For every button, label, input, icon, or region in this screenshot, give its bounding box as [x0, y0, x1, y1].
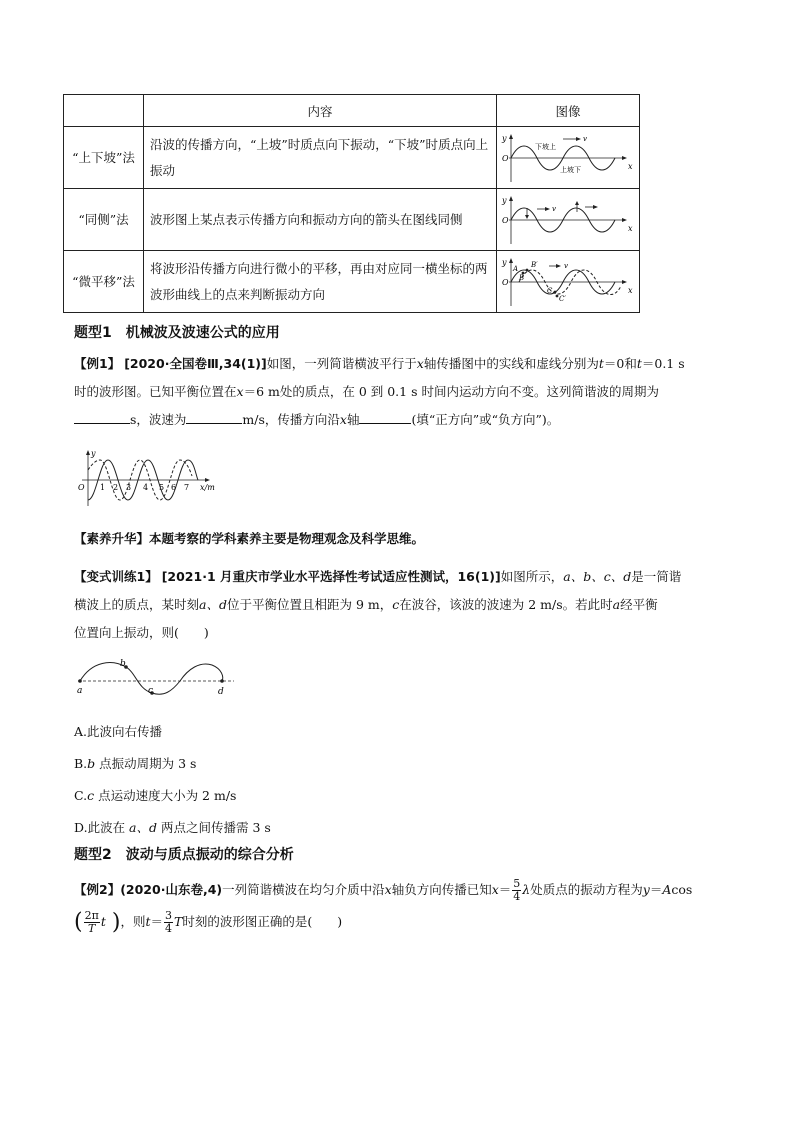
- graph-tick-6: 6: [171, 483, 177, 492]
- text-span: 横波上的质点，某时刻: [74, 597, 200, 612]
- fig-point-c-prime: C′: [559, 295, 566, 303]
- text-span: 处的质点，在 0 到 0.1 s 时间内运动方向不变。这列简谐波的周期为: [279, 384, 659, 399]
- text-span: 时的波形图。已知平衡位置在: [74, 384, 237, 399]
- var-a: a: [612, 597, 621, 612]
- header-blank: [64, 95, 144, 127]
- methods-table: [63, 94, 640, 313]
- section-title-1: 题型1 机械波及波速公式的应用: [74, 325, 280, 341]
- text-span: 如图，一列简谐横波平行于: [266, 356, 417, 371]
- point-c-label: c: [148, 686, 154, 696]
- var-x: x: [384, 882, 392, 897]
- example-tag: 【例1】: [74, 356, 121, 371]
- var-t: t: [100, 914, 106, 929]
- method-name: “微平移”法: [64, 251, 144, 313]
- var-A: A: [662, 882, 672, 897]
- section-title-2: 题型2 波动与质点振动的综合分析: [74, 847, 294, 863]
- text-span: 轴负方向传播已知: [391, 882, 492, 897]
- option-prefix: 此波在: [87, 820, 130, 835]
- point-b-label: b: [120, 659, 126, 669]
- option-text: 点振动周期为 3 s: [95, 756, 197, 771]
- fig-v-label: v: [564, 262, 568, 270]
- text-span: 是一简谐: [631, 569, 682, 584]
- text-span: ＝0: [603, 356, 625, 371]
- fig-point-b: B: [519, 274, 525, 282]
- text-span: 一列简谐横波在均匀介质中沿: [222, 882, 385, 897]
- text-span: ＝: [498, 882, 512, 897]
- text-span: ＝: [150, 914, 164, 929]
- frac-num: 3: [165, 909, 173, 922]
- paren-close: ): [111, 909, 121, 935]
- graph-tick-1: 1: [100, 483, 106, 492]
- point-a-label: a: [77, 686, 83, 696]
- example-2: [74, 874, 724, 939]
- example-source: [2020·全国卷Ⅲ,34(1)]: [124, 356, 267, 371]
- wave-diagram-same-side: [497, 189, 639, 250]
- fig-upslope-label: 上坡下: [560, 166, 581, 174]
- var-x: x: [339, 412, 347, 427]
- fig-origin-label: O: [502, 278, 509, 287]
- graph-tick-4: 4: [143, 483, 149, 492]
- fig-y-label: y: [502, 196, 507, 205]
- option-var: b: [87, 756, 96, 771]
- fig-y-label: y: [502, 258, 507, 267]
- graph-tick-2: 2: [113, 483, 119, 492]
- text-span: 和: [624, 356, 637, 371]
- example-1-line-2: [74, 378, 704, 406]
- fraction-5-4: [512, 878, 521, 903]
- var-t: t: [598, 356, 604, 371]
- example-1-wave-graph: [72, 446, 232, 510]
- text-span: ＝0.1 s: [641, 356, 685, 371]
- option-c[interactable]: [74, 780, 271, 812]
- example-2-line-1: [74, 874, 724, 906]
- text-span: 位置向上振动，则( ): [74, 625, 209, 640]
- option-b[interactable]: [74, 748, 271, 780]
- graph-tick-7: 7: [184, 483, 190, 492]
- graph-y-label: y: [91, 449, 96, 458]
- method-name: “同侧”法: [64, 189, 144, 251]
- example-1-line-3: [74, 406, 704, 434]
- variant-1-wave-graph: [72, 655, 242, 699]
- text-span: cos: [671, 882, 693, 897]
- answer-blank-speed[interactable]: [186, 409, 242, 424]
- wave-diagram-shift: [497, 251, 639, 312]
- frac-num: 2π: [84, 909, 99, 922]
- frac-den: T: [88, 922, 96, 935]
- var-t: t: [145, 914, 151, 929]
- text-span: s，波速为: [130, 412, 187, 427]
- variant-1: [74, 563, 714, 647]
- text-span: 轴: [346, 412, 360, 427]
- option-label: A.: [74, 724, 88, 739]
- paren-open: (: [74, 909, 83, 935]
- table-row: [64, 127, 640, 189]
- point-d-label: d: [218, 687, 224, 697]
- fig-origin-label: O: [502, 154, 509, 163]
- header-content: 内容: [144, 95, 497, 127]
- text-span: (填“正方向”或“负方向”)。: [411, 412, 560, 427]
- option-text: 两点之间传播需 3 s: [157, 820, 271, 835]
- option-label: C.: [74, 788, 88, 803]
- var-T: T: [174, 914, 183, 929]
- option-a[interactable]: [74, 716, 271, 748]
- method-content: 将波形沿传播方向进行微小的平移，再由对应同一横坐标的两波形曲线上的点来判断振动方向: [144, 251, 497, 313]
- var-x: x: [236, 384, 244, 399]
- example-source: (2020·山东卷,4): [120, 882, 223, 897]
- fraction-3-4: [164, 910, 173, 935]
- text-span: 在波谷，该波的波速为 2 m/s。若此时: [399, 597, 613, 612]
- frac-den: 4: [165, 922, 173, 935]
- text-span: ＝6 m: [243, 384, 280, 399]
- literacy-tag: 【素养升华】: [74, 531, 150, 546]
- var-x: x: [416, 356, 424, 371]
- wave-diagram-slope: [497, 127, 639, 188]
- literacy-text: 本题考察的学科素养主要是物理观念及科学思维。: [149, 531, 425, 546]
- fig-x-label: x: [628, 224, 633, 233]
- fig-origin-label: O: [502, 216, 509, 225]
- option-label: D.: [74, 820, 88, 835]
- method-name: “上下坡”法: [64, 127, 144, 189]
- text-span: 时刻的波形图正确的是( ): [182, 914, 343, 929]
- text-span: 处质点的振动方程为: [530, 882, 643, 897]
- fraction-2pi-T: [84, 910, 100, 935]
- graph-origin-label: O: [78, 483, 85, 492]
- text-span: m/s，传播方向沿: [242, 412, 340, 427]
- variant-1-line-3: [74, 619, 714, 647]
- text-span: 如图所示，: [500, 569, 564, 584]
- fig-v-label: v: [552, 205, 556, 213]
- option-d[interactable]: [74, 812, 271, 844]
- method-figure: [497, 251, 640, 313]
- literacy-note: [74, 525, 424, 553]
- method-figure: [497, 189, 640, 251]
- variant-1-line-2: [74, 591, 714, 619]
- fig-x-label: x: [628, 286, 633, 295]
- text-span: 位于平衡位置且相距为 9 m，: [226, 597, 393, 612]
- method-content: 波形图上某点表示传播方向和振动方向的箭头在图线同侧: [144, 189, 497, 251]
- graph-x-label: x/m: [200, 483, 215, 492]
- frac-den: 4: [513, 890, 521, 903]
- text-span: 轴传播图中的实线和虚线分别为: [423, 356, 599, 371]
- graph-tick-5: 5: [159, 483, 165, 492]
- var-lambda: λ: [522, 882, 531, 897]
- table-row: [64, 189, 640, 251]
- variant-1-line-1: [74, 563, 714, 591]
- option-text: 此波向右传播: [87, 724, 163, 739]
- example-tag: 【例2】: [74, 882, 121, 897]
- text-span: 经平衡: [620, 597, 658, 612]
- fig-x-label: x: [628, 162, 633, 171]
- fig-y-label: y: [502, 134, 507, 143]
- answer-blank-direction[interactable]: [359, 409, 411, 424]
- var-c: c: [392, 597, 400, 612]
- graph-tick-3: 3: [126, 483, 132, 492]
- variant-source: [2021·1 月重庆市学业水平选择性考试适应性测试，16(1)]: [161, 569, 501, 584]
- table-header-row: [64, 95, 640, 127]
- var-x: x: [491, 882, 499, 897]
- answer-blank-period[interactable]: [74, 409, 130, 424]
- variant-tag: 【变式训练1】: [74, 569, 158, 584]
- var-ad: a、d: [199, 597, 227, 612]
- option-text: 点运动速度大小为 2 m/s: [94, 788, 237, 803]
- fig-point-c: C: [547, 287, 553, 295]
- table-row: [64, 251, 640, 313]
- var-letters: a、b、c、d: [563, 569, 632, 584]
- example-1: [74, 350, 704, 434]
- example-1-line-1: [74, 350, 704, 378]
- method-figure: [497, 127, 640, 189]
- method-content: 沿波的传播方向，“上坡”时质点向下振动，“下坡”时质点向上振动: [144, 127, 497, 189]
- variant-1-options: [74, 716, 271, 844]
- option-label: B.: [74, 756, 88, 771]
- fig-v-label: v: [583, 135, 587, 143]
- fig-downslope-label: 下坡上: [535, 143, 556, 151]
- fig-point-a: A: [513, 265, 519, 273]
- text-span: ，则: [120, 914, 146, 929]
- text-span: ＝: [649, 882, 663, 897]
- header-image: 图像: [497, 95, 640, 127]
- fig-point-b-prime: B′: [531, 261, 538, 269]
- frac-num: 5: [513, 877, 521, 890]
- option-var: a、d: [129, 820, 158, 835]
- var-y: y: [642, 882, 650, 897]
- var-t: t: [636, 356, 642, 371]
- example-2-line-2: [74, 906, 724, 939]
- option-var: c: [87, 788, 95, 803]
